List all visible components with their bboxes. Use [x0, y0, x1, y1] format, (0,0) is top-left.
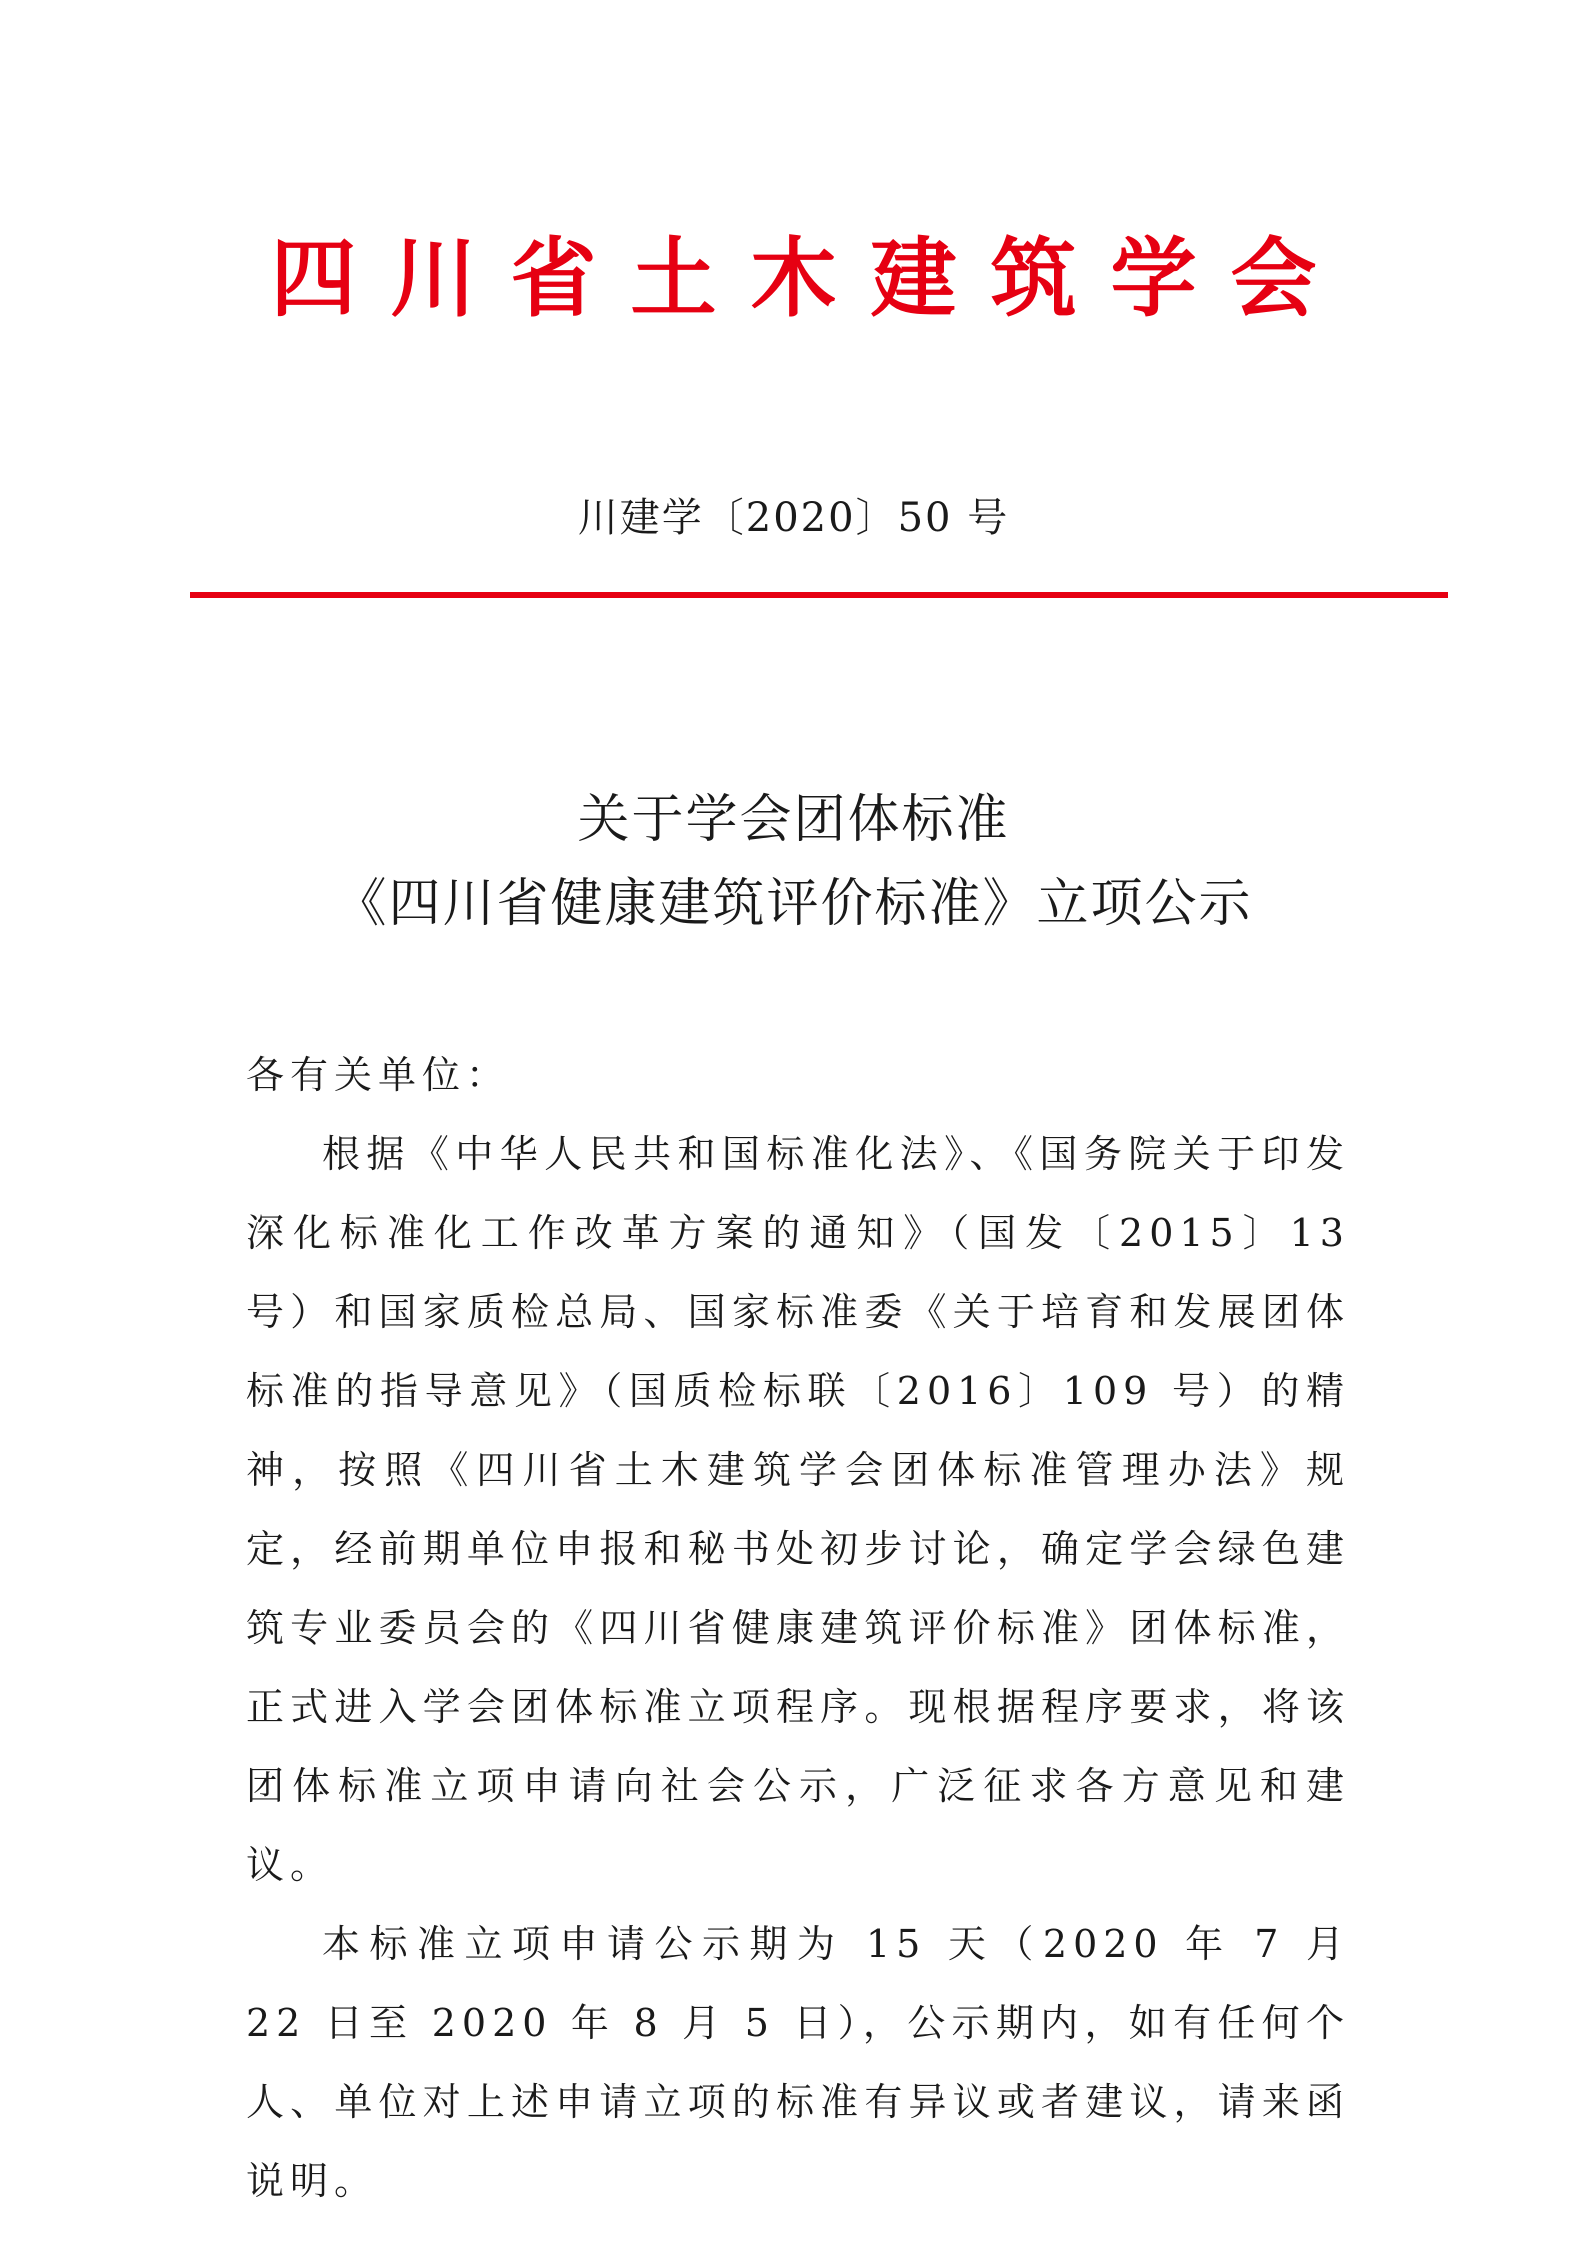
document-number: 川建学〔2020〕50 号 [577, 495, 1010, 541]
organization-title: 四川省土木建筑学会 [270, 229, 1351, 329]
body-paragraph-2: 本标准立项申请公示期为 15 天（2020 年 7 月 22 日至 2020 年 8 月 5 日），公示期内，如有任何个人、单位对上述申请立项的标准有异议或者建议，请来函说明。 [246, 1922, 1350, 2203]
header-divider [190, 592, 1448, 598]
notice-title [0, 778, 1587, 946]
notice-body [246, 1036, 1350, 2221]
notice-title-line-1: 关于学会团体标准 [577, 790, 1010, 850]
body-paragraph-1: 根据《中华人民共和国标准化法》、《国务院关于印发深化标准化工作改革方案的通知》（国发〔2015〕13 号）和国家质检总局、国家标准委《关于培育和发展团体标准的指导意见》（国质检标联〔2016〕109 号）的精神，按照《四川省土木建筑学会团体标准管理办法》规定，经前期单位申报和秘书处初步讨论，确定学会绿色建筑专业委员会的《四川省健康建筑评价标准》团体标准，正式进入学会团体标准立项程序。现根据程序要求，将该团体标准立项申请向社会公示，广泛征求各方意见和建议。 [246, 1132, 1350, 1887]
salutation: 各有关单位： [246, 1053, 511, 1097]
notice-title-line-2: 《四川省健康建筑评价标准》立项公示 [334, 874, 1253, 934]
